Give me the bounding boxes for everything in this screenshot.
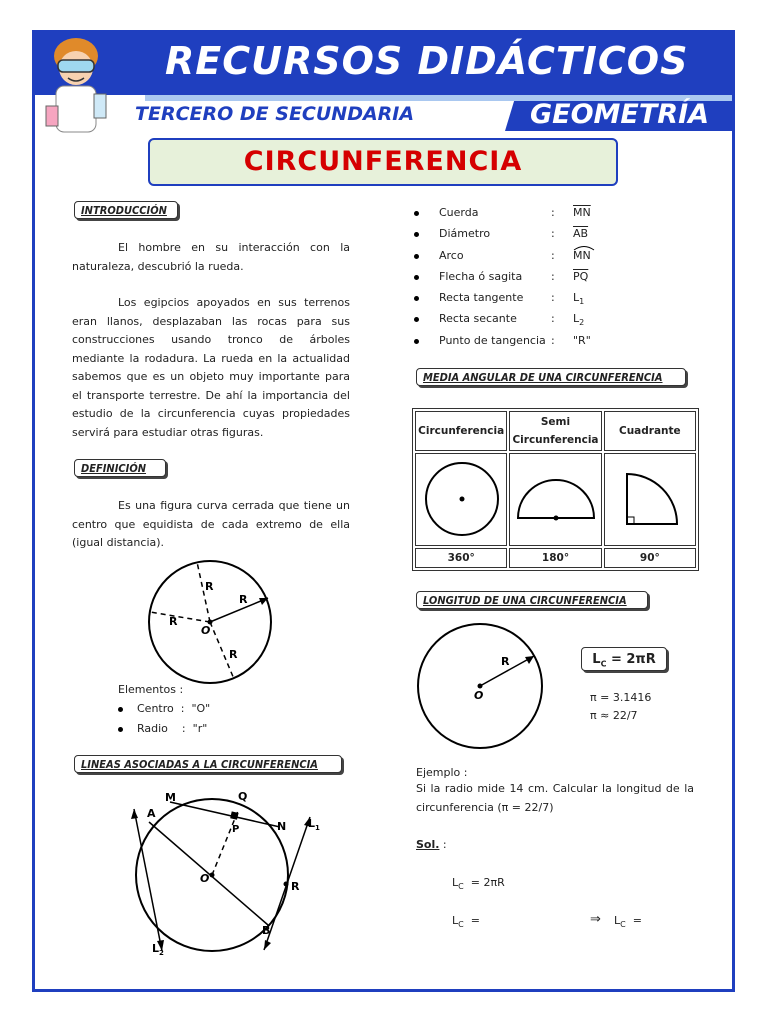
quadrant-icon (605, 454, 695, 542)
sol2-l: L (452, 914, 459, 927)
term-value: $\overline{PQ}$ (573, 269, 589, 283)
intro-p1-text: El hombre en su interacción con la naturaleza, descubrió la rueda. (72, 241, 350, 273)
term-sep: : (551, 248, 555, 262)
fig2-label-q: Q (238, 790, 248, 803)
term-sep: : (551, 291, 555, 305)
sol2-sub: C (458, 920, 464, 930)
banner-title: RECURSOS DIDÁCTICOS (165, 39, 689, 83)
terms-list (414, 204, 614, 353)
fig2-label-l1-letter: L (308, 817, 316, 830)
bullet-icon (414, 317, 419, 322)
term-sep: : (551, 269, 555, 283)
term-value (573, 291, 584, 306)
term-row-cuerda (414, 204, 614, 225)
element-value: "O" (191, 702, 211, 715)
term-row-tangente (414, 289, 614, 310)
scientist-mascot-icon (38, 34, 118, 134)
header-banner (35, 33, 732, 131)
term-value-letter: L (573, 291, 580, 305)
page-title: CIRCUNFERENCIA (148, 138, 618, 186)
term-sep: : (551, 227, 555, 241)
term-value: "R" (573, 333, 591, 347)
fig2-label-n: N (277, 820, 287, 833)
term-value-arc (573, 249, 591, 262)
definition-paragraph (72, 497, 350, 553)
angular-measure-table (412, 408, 699, 571)
formula-sub: C (600, 659, 607, 669)
term-value: $\overline{AB}$ (573, 227, 589, 241)
bullet-icon (414, 339, 419, 344)
cell-circle-figure (415, 453, 507, 546)
term-label: Punto de tangencia (439, 333, 546, 347)
associated-lines-figure (120, 785, 330, 960)
example-title: Ejemplo : (416, 766, 468, 779)
cell-semicircle-figure (509, 453, 601, 546)
bullet-icon (414, 211, 419, 216)
term-row-diametro (414, 225, 614, 246)
value-90: 90° (604, 548, 696, 568)
intro-paragraph-1 (72, 239, 350, 276)
implies-arrow-icon: ⇒ (590, 912, 601, 927)
term-label: Diámetro (439, 227, 491, 241)
element-row-centro (118, 702, 210, 715)
fig2-label-p: P (232, 824, 240, 835)
pi-value-1: π = 3.1416 (590, 691, 652, 704)
section-heading-medida-angular: MEDIA ANGULAR DE UNA CIRCUNFERENCIA (416, 368, 686, 386)
element-sep: : (180, 702, 185, 715)
circle-definition-figure (140, 558, 280, 688)
fig2-label-l1-sub: 1 (315, 824, 320, 832)
example-text: Si la radio mide 14 cm. Calcular la longitud de la circunferencia (π = 22/7) (416, 782, 694, 814)
value-360: 360° (415, 548, 507, 568)
bullet-icon (118, 727, 123, 732)
fig2-label-b: B (262, 924, 271, 937)
full-circle-icon (416, 454, 506, 542)
term-sep: : (551, 206, 555, 219)
term-label: Recta tangente (439, 291, 524, 305)
semicircle-icon (510, 454, 600, 542)
sol2b-rhs: = (632, 914, 642, 927)
term-value-letter: L (573, 312, 580, 326)
fig3-label-o: O (474, 689, 484, 702)
term-row-flecha (414, 268, 614, 289)
solution-label (416, 838, 447, 851)
formula-rhs: = 2πR (610, 652, 656, 667)
term-row-punto (414, 332, 614, 353)
bullet-icon (414, 232, 419, 237)
intro-p2-text: Los egipcios apoyados en sus terrenos eran llanos, desplazaban las rocas para sus construcciones usando tronco de árboles mediante la rodadura. La rueda en la actualidad sabemos que es un objeto muy importante para el transporte terrestre. De ahí la importancia del estudio de la circunferencia cuyas propiedades servirá para estudiar otras figuras. (72, 296, 350, 439)
term-label: Cuerda (439, 206, 479, 219)
value-180: 180° (509, 548, 601, 568)
element-row-radio (118, 722, 207, 735)
length-formula-box (581, 647, 667, 671)
section-heading-definicion: DEFINICIÓN (74, 459, 166, 477)
fig1-label-o: O (201, 624, 211, 637)
element-sep: : (181, 722, 186, 735)
fig1-label-r-right: R (239, 593, 248, 606)
header-semi-circunferencia (509, 411, 601, 451)
circle-length-figure (412, 620, 552, 750)
header-circunferencia: Circunferencia (415, 411, 507, 451)
term-sep: : (551, 333, 555, 347)
solution-colon: : (439, 838, 447, 851)
term-label: Arco (439, 248, 464, 262)
intro-paragraph-2 (72, 294, 350, 442)
fig3-label-r: R (501, 655, 510, 668)
element-value: "r" (192, 722, 208, 735)
fig2-label-l2-sub: 2 (159, 949, 164, 957)
bullet-icon (414, 254, 419, 259)
section-heading-longitud: LONGITUD DE UNA CIRCUNFERENCIA (416, 591, 648, 609)
fig2-label-o: O (200, 872, 210, 885)
fig1-label-r-bottom: R (229, 648, 238, 661)
sol1-rhs: = 2πR (470, 876, 505, 889)
element-label: Radio (137, 722, 168, 735)
term-value: MN (573, 248, 591, 262)
formula-l: L (592, 652, 601, 667)
term-value-sub: 1 (579, 297, 585, 307)
bullet-icon (414, 296, 419, 301)
definition-text: Es una figura curva cerrada que tiene un centro que equidista de cada extremo de ella (igual distancia). (72, 499, 350, 549)
fig1-label-r-left: R (169, 615, 178, 628)
fig1-label-r-top: R (205, 580, 214, 593)
bullet-icon (414, 275, 419, 280)
fig2-label-a: A (147, 807, 156, 820)
element-label: Centro (137, 702, 174, 715)
solution-line-2b (614, 914, 642, 929)
cell-quadrant-figure (604, 453, 696, 546)
elements-title: Elementos : (118, 683, 184, 696)
bullet-icon (118, 707, 123, 712)
sol2-rhs: = (470, 914, 480, 927)
section-heading-introduccion: INTRODUCCIÓN (74, 201, 178, 219)
term-label: Recta secante (439, 312, 517, 326)
sol2b-l: L (614, 914, 621, 927)
pi-value-2: π ≈ 22/7 (590, 709, 638, 722)
header-cuadrante: Cuadrante (604, 411, 696, 451)
fig2-label-l1 (308, 817, 320, 832)
term-row-secante (414, 310, 614, 331)
solution-line-1 (452, 876, 505, 891)
arc-mark-icon (573, 245, 595, 251)
sol2b-sub: C (620, 920, 626, 930)
header-semi-circ: Circunferencia (512, 434, 599, 446)
solution-line-2 (452, 914, 480, 929)
solution-sol: Sol. (416, 838, 440, 851)
fig2-label-l2-letter: L (152, 942, 160, 955)
fig2-label-r: R (291, 880, 300, 893)
term-sep: : (551, 312, 555, 326)
sol1-l: L (452, 876, 459, 889)
banner-subtitle: TERCERO DE SECUNDARIA (135, 103, 415, 125)
term-row-arco (414, 247, 614, 268)
banner-subject: GEOMETRÍA (530, 99, 710, 130)
section-heading-lineas: LINEAS ASOCIADAS A LA CIRCUNFERENCIA (74, 755, 342, 773)
term-value: $\overline{MN}$ (573, 206, 591, 219)
term-value (573, 312, 584, 327)
header-semi: Semi (540, 416, 571, 428)
term-label: Flecha ó sagita (439, 269, 523, 283)
term-value-sub: 2 (579, 318, 585, 328)
fig2-label-m: M (165, 791, 176, 804)
sol1-sub: C (458, 882, 464, 892)
